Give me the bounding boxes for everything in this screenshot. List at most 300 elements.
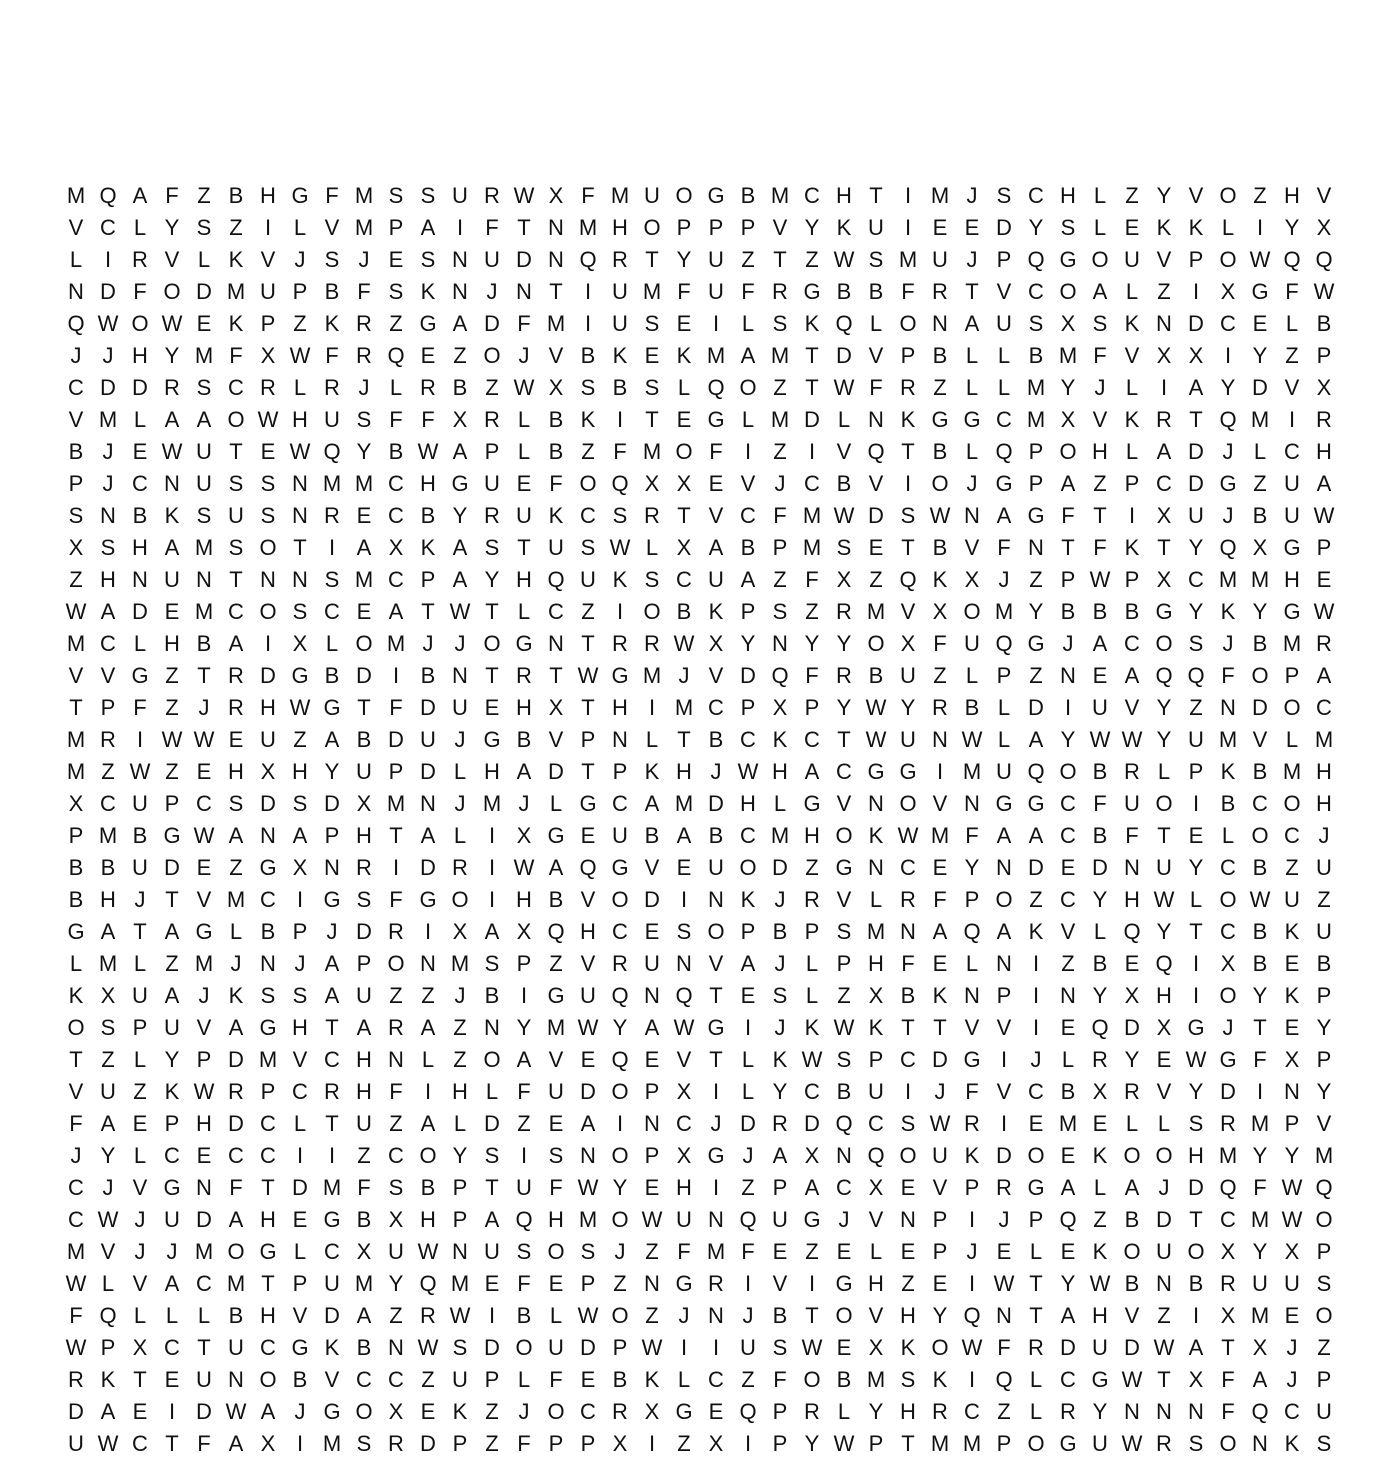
letter-cell[interactable]: L — [1125, 375, 1139, 400]
letter-cell[interactable]: F — [69, 1303, 83, 1328]
letter-cell[interactable]: Y — [1156, 695, 1172, 720]
letter-cell[interactable]: V — [644, 855, 660, 880]
letter-cell[interactable]: Z — [453, 1015, 467, 1040]
letter-cell[interactable]: D — [740, 1111, 756, 1136]
letter-cell[interactable]: U — [1284, 471, 1300, 496]
letter-cell[interactable]: F — [133, 695, 147, 720]
letter-cell[interactable]: E — [196, 311, 212, 336]
letter-cell[interactable]: M — [98, 951, 118, 976]
letter-cell[interactable]: C — [228, 375, 244, 400]
letter-cell[interactable]: I — [424, 919, 432, 944]
letter-cell[interactable]: S — [644, 311, 660, 336]
letter-cell[interactable]: N — [452, 1239, 468, 1264]
letter-cell[interactable]: L — [197, 1303, 211, 1328]
letter-cell[interactable]: K — [1220, 759, 1236, 784]
letter-cell[interactable]: S — [900, 1111, 916, 1136]
letter-cell[interactable]: J — [774, 887, 786, 912]
letter-cell[interactable]: E — [196, 855, 212, 880]
letter-cell[interactable]: S — [484, 951, 500, 976]
letter-cell[interactable]: K — [932, 567, 948, 592]
letter-cell[interactable]: L — [1093, 919, 1107, 944]
letter-cell[interactable]: Z — [645, 1239, 659, 1264]
letter-cell[interactable]: F — [773, 503, 787, 528]
letter-cell[interactable]: Q — [1283, 247, 1301, 272]
letter-cell[interactable]: Q — [1315, 1175, 1333, 1200]
letter-cell[interactable]: V — [196, 887, 212, 912]
letter-cell[interactable]: G — [995, 471, 1013, 496]
letter-cell[interactable]: H — [1156, 983, 1172, 1008]
letter-cell[interactable]: G — [1027, 503, 1045, 528]
letter-cell[interactable]: C — [900, 1047, 916, 1072]
letter-cell[interactable]: W — [641, 1207, 663, 1232]
letter-cell[interactable]: L — [549, 1303, 563, 1328]
letter-cell[interactable]: I — [1192, 279, 1200, 304]
letter-cell[interactable]: V — [932, 791, 948, 816]
letter-cell[interactable]: A — [1188, 375, 1204, 400]
letter-cell[interactable]: V — [1316, 1111, 1332, 1136]
letter-cell[interactable]: A — [228, 631, 244, 656]
letter-cell[interactable]: X — [388, 535, 404, 560]
letter-cell[interactable]: E — [484, 695, 500, 720]
letter-cell[interactable]: F — [997, 1335, 1011, 1360]
letter-cell[interactable]: M — [642, 439, 662, 464]
letter-cell[interactable]: T — [709, 983, 723, 1008]
letter-cell[interactable]: S — [228, 535, 244, 560]
letter-cell[interactable]: G — [1027, 631, 1045, 656]
letter-cell[interactable]: B — [1252, 855, 1268, 880]
letter-cell[interactable]: A — [1124, 663, 1140, 688]
letter-cell[interactable]: J — [966, 247, 978, 272]
letter-cell[interactable]: L — [645, 727, 659, 752]
letter-cell[interactable]: N — [964, 983, 980, 1008]
letter-cell[interactable]: Z — [1157, 279, 1171, 304]
letter-cell[interactable]: D — [580, 1079, 596, 1104]
letter-cell[interactable]: Z — [389, 983, 403, 1008]
letter-cell[interactable]: A — [164, 919, 180, 944]
letter-cell[interactable]: X — [1156, 567, 1172, 592]
letter-cell[interactable]: Q — [1187, 663, 1205, 688]
letter-cell[interactable]: Z — [165, 663, 179, 688]
letter-cell[interactable]: U — [676, 1207, 692, 1232]
letter-cell[interactable]: X — [836, 567, 852, 592]
letter-cell[interactable]: Z — [1029, 567, 1043, 592]
letter-cell[interactable]: U — [900, 663, 916, 688]
letter-cell[interactable]: A — [164, 407, 180, 432]
letter-cell[interactable]: N — [708, 1207, 724, 1232]
letter-cell[interactable]: P — [1124, 567, 1140, 592]
letter-cell[interactable]: H — [868, 951, 884, 976]
letter-cell[interactable]: C — [68, 375, 84, 400]
letter-cell[interactable]: U — [132, 983, 148, 1008]
letter-cell[interactable]: C — [804, 471, 820, 496]
letter-cell[interactable]: M — [706, 1239, 726, 1264]
letter-cell[interactable]: F — [485, 215, 499, 240]
letter-cell[interactable]: T — [1061, 535, 1075, 560]
letter-cell[interactable]: G — [163, 823, 181, 848]
letter-cell[interactable]: P — [580, 1431, 596, 1456]
letter-cell[interactable]: K — [1220, 599, 1236, 624]
letter-cell[interactable]: G — [259, 1239, 277, 1264]
letter-cell[interactable]: O — [835, 1303, 853, 1328]
letter-cell[interactable]: Y — [1284, 1143, 1300, 1168]
letter-cell[interactable]: T — [805, 375, 819, 400]
letter-cell[interactable]: I — [520, 983, 528, 1008]
letter-cell[interactable]: X — [356, 1239, 372, 1264]
letter-cell[interactable]: I — [1192, 951, 1200, 976]
letter-cell[interactable]: F — [1221, 1367, 1235, 1392]
letter-cell[interactable]: W — [1153, 1335, 1175, 1360]
letter-cell[interactable]: G — [259, 1015, 277, 1040]
letter-cell[interactable]: M — [866, 599, 886, 624]
letter-cell[interactable]: M — [226, 887, 246, 912]
letter-cell[interactable]: P — [932, 1239, 948, 1264]
letter-cell[interactable]: K — [900, 1335, 916, 1360]
letter-cell[interactable]: W — [129, 759, 151, 784]
letter-cell[interactable]: K — [932, 1367, 948, 1392]
letter-cell[interactable]: U — [900, 727, 916, 752]
letter-cell[interactable]: Q — [99, 1303, 117, 1328]
letter-cell[interactable]: J — [294, 247, 306, 272]
letter-cell[interactable]: N — [932, 311, 948, 336]
letter-cell[interactable]: W — [449, 1303, 471, 1328]
letter-cell[interactable]: H — [452, 1079, 468, 1104]
letter-cell[interactable]: K — [228, 983, 244, 1008]
letter-cell[interactable]: V — [996, 1079, 1012, 1104]
letter-cell[interactable]: C — [1060, 791, 1076, 816]
letter-cell[interactable]: H — [1092, 1303, 1108, 1328]
letter-cell[interactable]: T — [773, 247, 787, 272]
letter-cell[interactable]: V — [1060, 919, 1076, 944]
letter-cell[interactable]: M — [770, 823, 790, 848]
letter-cell[interactable]: Y — [1092, 887, 1108, 912]
letter-cell[interactable]: H — [100, 887, 116, 912]
letter-cell[interactable]: M — [98, 407, 118, 432]
letter-cell[interactable]: P — [772, 1431, 788, 1456]
letter-cell[interactable]: W — [193, 823, 215, 848]
letter-cell[interactable]: H — [1316, 791, 1332, 816]
letter-cell[interactable]: O — [739, 375, 757, 400]
letter-cell[interactable]: L — [997, 727, 1011, 752]
letter-cell[interactable]: A — [324, 727, 340, 752]
letter-cell[interactable]: P — [1188, 247, 1204, 272]
letter-cell[interactable]: N — [644, 983, 660, 1008]
letter-cell[interactable]: O — [1123, 1143, 1141, 1168]
letter-cell[interactable]: S — [580, 375, 596, 400]
letter-cell[interactable]: V — [68, 663, 84, 688]
letter-cell[interactable]: L — [517, 599, 531, 624]
letter-cell[interactable]: T — [165, 1431, 179, 1456]
letter-cell[interactable]: G — [291, 1335, 309, 1360]
letter-cell[interactable]: S — [260, 503, 276, 528]
letter-cell[interactable]: V — [772, 1271, 788, 1296]
letter-cell[interactable]: C — [900, 855, 916, 880]
letter-cell[interactable]: W — [1153, 887, 1175, 912]
letter-cell[interactable]: D — [228, 1047, 244, 1072]
letter-cell[interactable]: K — [1124, 311, 1140, 336]
letter-cell[interactable]: X — [676, 1143, 692, 1168]
letter-cell[interactable]: O — [1251, 823, 1269, 848]
letter-cell[interactable]: Q — [1155, 951, 1173, 976]
letter-cell[interactable]: U — [1188, 503, 1204, 528]
letter-cell[interactable]: R — [1092, 1047, 1108, 1072]
letter-cell[interactable]: C — [996, 407, 1012, 432]
letter-cell[interactable]: T — [357, 695, 371, 720]
letter-cell[interactable]: U — [356, 759, 372, 784]
letter-cell[interactable]: T — [1189, 1207, 1203, 1232]
letter-cell[interactable]: P — [868, 1047, 884, 1072]
letter-cell[interactable]: E — [1124, 951, 1140, 976]
letter-cell[interactable]: G — [259, 855, 277, 880]
letter-cell[interactable]: B — [1124, 1207, 1140, 1232]
letter-cell[interactable]: U — [996, 311, 1012, 336]
letter-cell[interactable]: Z — [645, 1303, 659, 1328]
letter-cell[interactable]: K — [868, 1015, 884, 1040]
letter-cell[interactable]: Y — [452, 1143, 468, 1168]
letter-cell[interactable]: F — [933, 631, 947, 656]
letter-cell[interactable]: A — [804, 1175, 820, 1200]
letter-cell[interactable]: T — [581, 631, 595, 656]
letter-cell[interactable]: E — [676, 311, 692, 336]
letter-cell[interactable]: A — [740, 343, 756, 368]
letter-cell[interactable]: E — [196, 1143, 212, 1168]
letter-cell[interactable]: E — [356, 599, 372, 624]
letter-cell[interactable]: I — [712, 311, 720, 336]
letter-cell[interactable]: Z — [1029, 663, 1043, 688]
letter-cell[interactable]: T — [229, 439, 243, 464]
letter-cell[interactable]: J — [166, 1239, 178, 1264]
letter-cell[interactable]: A — [548, 855, 564, 880]
letter-cell[interactable]: U — [452, 183, 468, 208]
letter-cell[interactable]: G — [1091, 1367, 1109, 1392]
letter-cell[interactable]: Y — [1156, 183, 1172, 208]
letter-cell[interactable]: A — [388, 599, 404, 624]
letter-cell[interactable]: S — [68, 503, 84, 528]
letter-cell[interactable]: Y — [1316, 1015, 1332, 1040]
letter-cell[interactable]: A — [132, 183, 148, 208]
letter-cell[interactable]: W — [513, 183, 535, 208]
letter-cell[interactable]: R — [1220, 1271, 1236, 1296]
letter-cell[interactable]: F — [997, 535, 1011, 560]
letter-cell[interactable]: E — [644, 1175, 660, 1200]
letter-cell[interactable]: L — [1125, 279, 1139, 304]
letter-cell[interactable]: E — [1316, 567, 1332, 592]
letter-cell[interactable]: M — [194, 599, 214, 624]
letter-cell[interactable]: W — [97, 1431, 119, 1456]
letter-cell[interactable]: U — [1156, 855, 1172, 880]
letter-cell[interactable]: Z — [581, 439, 595, 464]
letter-cell[interactable]: A — [164, 983, 180, 1008]
letter-cell[interactable]: A — [100, 1111, 116, 1136]
letter-cell[interactable]: O — [1283, 695, 1301, 720]
letter-cell[interactable]: L — [741, 1079, 755, 1104]
letter-cell[interactable]: G — [419, 311, 437, 336]
letter-cell[interactable]: A — [452, 311, 468, 336]
letter-cell[interactable]: U — [228, 1335, 244, 1360]
letter-cell[interactable]: B — [836, 1079, 852, 1104]
letter-cell[interactable]: C — [708, 695, 724, 720]
letter-cell[interactable]: U — [1316, 855, 1332, 880]
letter-cell[interactable]: L — [741, 407, 755, 432]
letter-cell[interactable]: D — [196, 279, 212, 304]
letter-cell[interactable]: Y — [1060, 1271, 1076, 1296]
letter-cell[interactable]: J — [358, 247, 370, 272]
letter-cell[interactable]: W — [609, 535, 631, 560]
letter-cell[interactable]: H — [260, 1207, 276, 1232]
letter-cell[interactable]: W — [1121, 1367, 1143, 1392]
letter-cell[interactable]: V — [548, 727, 564, 752]
letter-cell[interactable]: T — [581, 695, 595, 720]
letter-cell[interactable]: G — [995, 791, 1013, 816]
letter-cell[interactable]: L — [133, 1303, 147, 1328]
letter-cell[interactable]: E — [932, 1271, 948, 1296]
letter-cell[interactable]: V — [1156, 247, 1172, 272]
letter-cell[interactable]: A — [1252, 1367, 1268, 1392]
letter-cell[interactable]: D — [580, 1335, 596, 1360]
letter-cell[interactable]: F — [357, 1175, 371, 1200]
letter-cell[interactable]: Y — [1156, 919, 1172, 944]
letter-cell[interactable]: F — [1253, 1047, 1267, 1072]
letter-cell[interactable]: J — [1158, 1175, 1170, 1200]
letter-cell[interactable]: P — [740, 919, 756, 944]
letter-cell[interactable]: Y — [964, 855, 980, 880]
letter-cell[interactable]: S — [452, 1335, 468, 1360]
letter-cell[interactable]: U — [708, 279, 724, 304]
letter-cell[interactable]: L — [997, 343, 1011, 368]
letter-cell[interactable]: X — [452, 407, 468, 432]
letter-cell[interactable]: C — [868, 1111, 884, 1136]
letter-cell[interactable]: Z — [293, 727, 307, 752]
letter-cell[interactable]: L — [1157, 1111, 1171, 1136]
letter-cell[interactable]: M — [962, 759, 982, 784]
letter-cell[interactable]: P — [132, 1015, 148, 1040]
letter-cell[interactable]: O — [1251, 663, 1269, 688]
letter-cell[interactable]: O — [387, 951, 405, 976]
letter-cell[interactable]: S — [1188, 1111, 1204, 1136]
letter-cell[interactable]: N — [548, 215, 564, 240]
letter-cell[interactable]: N — [388, 1335, 404, 1360]
letter-cell[interactable]: M — [194, 1239, 214, 1264]
letter-cell[interactable]: A — [100, 1399, 116, 1424]
letter-cell[interactable]: R — [932, 279, 948, 304]
letter-cell[interactable]: D — [356, 919, 372, 944]
letter-cell[interactable]: L — [229, 919, 243, 944]
letter-cell[interactable]: H — [1092, 439, 1108, 464]
letter-cell[interactable]: S — [196, 503, 212, 528]
letter-cell[interactable]: P — [292, 1271, 308, 1296]
letter-cell[interactable]: B — [836, 471, 852, 496]
letter-cell[interactable]: Z — [293, 311, 307, 336]
letter-cell[interactable]: B — [1316, 311, 1332, 336]
letter-cell[interactable]: L — [805, 951, 819, 976]
letter-cell[interactable]: X — [548, 375, 564, 400]
letter-cell[interactable]: D — [228, 1111, 244, 1136]
letter-cell[interactable]: F — [1061, 503, 1075, 528]
letter-cell[interactable]: K — [164, 1079, 180, 1104]
letter-cell[interactable]: A — [452, 439, 468, 464]
letter-cell[interactable]: Y — [1188, 599, 1204, 624]
letter-cell[interactable]: X — [708, 1431, 724, 1456]
letter-cell[interactable]: J — [678, 663, 690, 688]
letter-cell[interactable]: A — [356, 1303, 372, 1328]
letter-cell[interactable]: L — [869, 1239, 883, 1264]
letter-cell[interactable]: A — [1316, 663, 1332, 688]
letter-cell[interactable]: X — [868, 1175, 884, 1200]
letter-cell[interactable]: E — [132, 1399, 148, 1424]
letter-cell[interactable]: R — [772, 279, 788, 304]
letter-cell[interactable]: I — [1256, 215, 1264, 240]
letter-cell[interactable]: O — [1283, 791, 1301, 816]
letter-cell[interactable]: D — [196, 1207, 212, 1232]
letter-cell[interactable]: C — [388, 1143, 404, 1168]
letter-cell[interactable]: W — [289, 343, 311, 368]
letter-cell[interactable]: I — [1000, 1047, 1008, 1072]
letter-cell[interactable]: J — [326, 919, 338, 944]
letter-cell[interactable]: V — [580, 887, 596, 912]
letter-cell[interactable]: W — [1249, 247, 1271, 272]
letter-cell[interactable]: G — [451, 471, 469, 496]
letter-cell[interactable]: V — [708, 663, 724, 688]
letter-cell[interactable]: Y — [740, 631, 756, 656]
letter-cell[interactable]: O — [867, 631, 885, 656]
letter-cell[interactable]: W — [577, 1303, 599, 1328]
letter-cell[interactable]: K — [868, 823, 884, 848]
letter-cell[interactable]: O — [1315, 1303, 1333, 1328]
letter-cell[interactable]: J — [1094, 375, 1106, 400]
letter-cell[interactable]: P — [388, 759, 404, 784]
letter-cell[interactable]: F — [197, 1431, 211, 1456]
letter-cell[interactable]: O — [931, 1335, 949, 1360]
letter-cell[interactable]: C — [1060, 1367, 1076, 1392]
letter-cell[interactable]: R — [164, 375, 180, 400]
letter-cell[interactable]: S — [836, 919, 852, 944]
letter-cell[interactable]: P — [804, 695, 820, 720]
letter-cell[interactable]: S — [484, 1143, 500, 1168]
letter-cell[interactable]: C — [676, 1111, 692, 1136]
letter-cell[interactable]: Q — [419, 1271, 437, 1296]
letter-cell[interactable]: V — [772, 215, 788, 240]
letter-cell[interactable]: J — [1286, 1367, 1298, 1392]
letter-cell[interactable]: P — [484, 1367, 500, 1392]
letter-cell[interactable]: F — [901, 951, 915, 976]
letter-cell[interactable]: P — [580, 727, 596, 752]
letter-cell[interactable]: P — [452, 1207, 468, 1232]
letter-cell[interactable]: V — [292, 1047, 308, 1072]
letter-cell[interactable]: T — [261, 1271, 275, 1296]
letter-cell[interactable]: W — [577, 663, 599, 688]
letter-cell[interactable]: Z — [453, 1047, 467, 1072]
letter-cell[interactable]: C — [1220, 311, 1236, 336]
letter-cell[interactable]: Z — [1093, 1207, 1107, 1232]
letter-cell[interactable]: P — [708, 215, 724, 240]
letter-cell[interactable]: K — [1028, 919, 1044, 944]
letter-cell[interactable]: O — [835, 823, 853, 848]
letter-cell[interactable]: X — [292, 855, 308, 880]
letter-cell[interactable]: L — [133, 951, 147, 976]
letter-cell[interactable]: M — [770, 343, 790, 368]
letter-cell[interactable]: J — [134, 1207, 146, 1232]
letter-cell[interactable]: X — [1220, 1303, 1236, 1328]
letter-cell[interactable]: Q — [547, 567, 565, 592]
letter-cell[interactable]: L — [997, 375, 1011, 400]
letter-cell[interactable]: N — [260, 951, 276, 976]
letter-cell[interactable]: O — [611, 1303, 629, 1328]
letter-cell[interactable]: R — [452, 855, 468, 880]
letter-cell[interactable]: S — [356, 887, 372, 912]
letter-cell[interactable]: J — [1030, 1047, 1042, 1072]
letter-cell[interactable]: F — [741, 1239, 755, 1264]
letter-cell[interactable]: P — [996, 247, 1012, 272]
letter-cell[interactable]: Y — [1060, 727, 1076, 752]
